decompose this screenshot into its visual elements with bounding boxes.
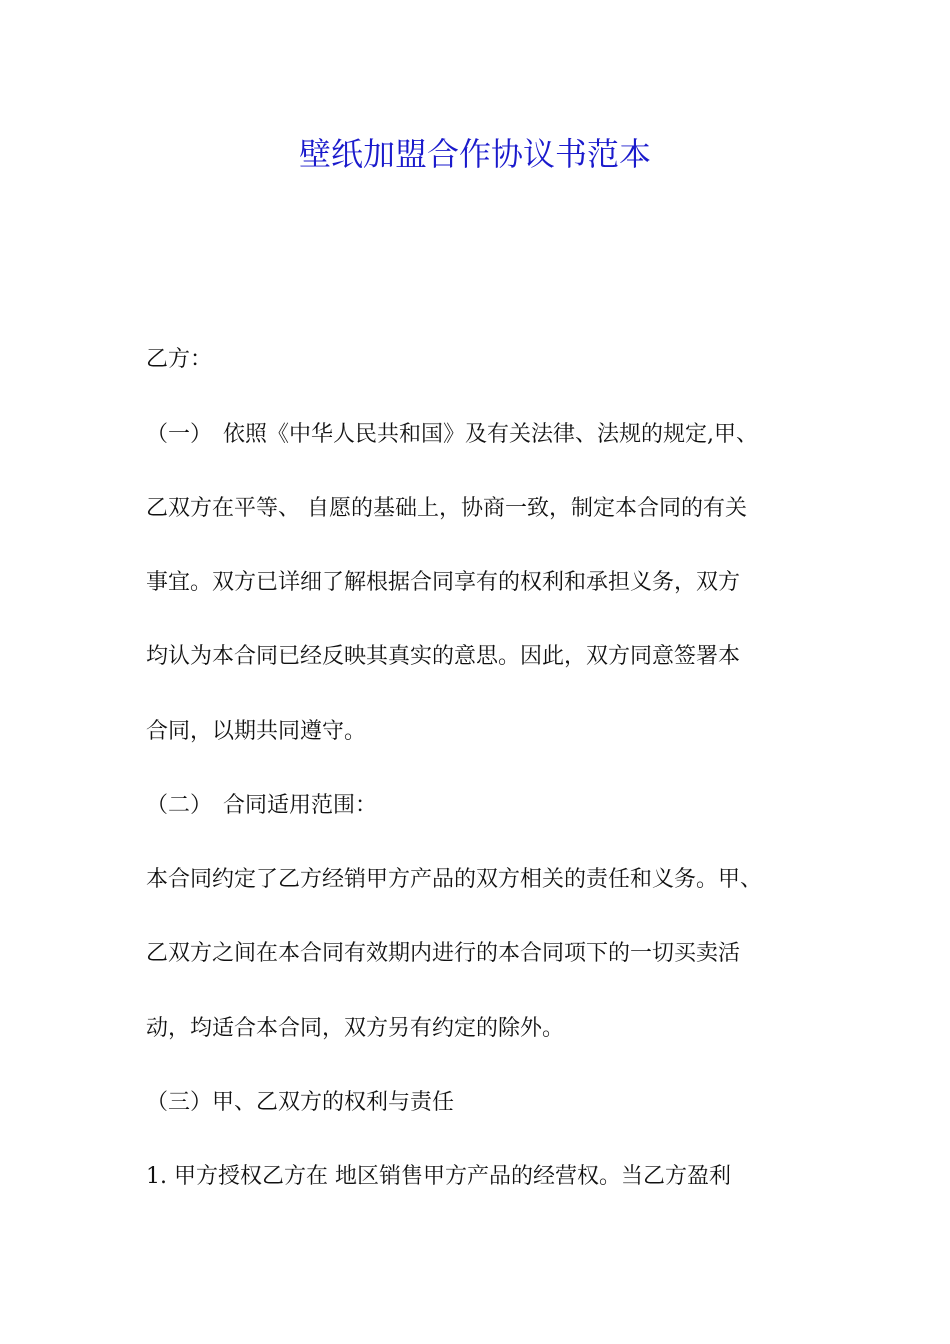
clause-2-heading: （二） 合同适用范围： xyxy=(146,793,378,818)
clause-3-item-1: 1. 甲方授权乙方在 地区销售甲方产品的经营权。当乙方盈利 xyxy=(146,1164,731,1189)
document-title: 壁纸加盟合作协议书范本 xyxy=(298,135,651,173)
clause-3-heading: （三）甲、乙双方的权利与责任 xyxy=(146,1090,455,1115)
clause-2-line-3: 动，均适合本合同，双方另有约定的除外。 xyxy=(146,1016,565,1041)
clause-2-line-2: 乙双方之间在本合同有效期内进行的本合同项下的一切买卖活 xyxy=(146,941,741,966)
clause-1-line-1: （一） 依照《中华人民共和国》及有关法律、法规的规定,甲、 xyxy=(146,422,758,447)
clause-1-line-5: 合同，以期共同遵守。 xyxy=(146,719,367,744)
party-b-label: 乙方： xyxy=(146,347,213,372)
clause-1-line-3: 事宜。双方已详细了解根据合同享有的权利和承担义务，双方 xyxy=(146,570,741,595)
clause-1-line-4: 均认为本合同已经反映其真实的意思。因此，双方同意签署本 xyxy=(146,644,741,669)
clause-2-line-1: 本合同约定了乙方经销甲方产品的双方相关的责任和义务。甲、 xyxy=(146,867,763,892)
clause-1-line-2: 乙双方在平等、 自愿的基础上，协商一致，制定本合同的有关 xyxy=(146,496,747,521)
